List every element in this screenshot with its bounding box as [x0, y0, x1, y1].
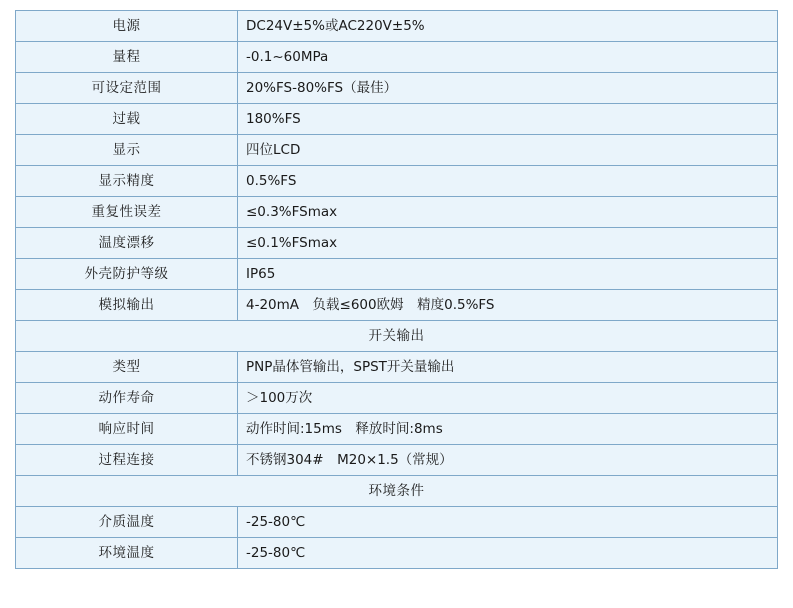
table-row: [16, 352, 778, 383]
section-header: 环境条件: [16, 476, 778, 507]
row-label: 介质温度: [16, 507, 238, 538]
table-body: [16, 11, 778, 569]
section-header: 开关输出: [16, 321, 778, 352]
row-label: 响应时间: [16, 414, 238, 445]
row-value: 180%FS: [238, 104, 778, 135]
row-label: 温度漂移: [16, 228, 238, 259]
row-value: ≤0.1%FSmax: [238, 228, 778, 259]
table-section-row: [16, 321, 778, 352]
table-row: [16, 166, 778, 197]
row-label: 环境温度: [16, 538, 238, 569]
row-label: 外壳防护等级: [16, 259, 238, 290]
row-value: 20%FS-80%FS（最佳）: [238, 73, 778, 104]
row-label: 量程: [16, 42, 238, 73]
row-value: IP65: [238, 259, 778, 290]
row-label: 过载: [16, 104, 238, 135]
spec-sheet: [15, 10, 778, 569]
row-label: 显示: [16, 135, 238, 166]
row-value: -25-80℃: [238, 507, 778, 538]
specification-table: [15, 10, 778, 569]
table-row: [16, 445, 778, 476]
row-label: 电源: [16, 11, 238, 42]
row-label: 可设定范围: [16, 73, 238, 104]
table-row: [16, 290, 778, 321]
row-value: ＞100万次: [238, 383, 778, 414]
row-value: PNP晶体管输出，SPST开关量输出: [238, 352, 778, 383]
table-row: [16, 11, 778, 42]
row-value: 动作时间:15ms 释放时间:8ms: [238, 414, 778, 445]
row-label: 模拟输出: [16, 290, 238, 321]
row-value: 不锈钢304# M20×1.5（常规）: [238, 445, 778, 476]
row-label: 显示精度: [16, 166, 238, 197]
table-row: [16, 135, 778, 166]
row-value: 4-20mA 负载≤600欧姆 精度0.5%FS: [238, 290, 778, 321]
table-section-row: [16, 476, 778, 507]
table-row: [16, 197, 778, 228]
row-label: 重复性误差: [16, 197, 238, 228]
row-label: 动作寿命: [16, 383, 238, 414]
row-value: ≤0.3%FSmax: [238, 197, 778, 228]
table-row: [16, 507, 778, 538]
table-row: [16, 538, 778, 569]
table-row: [16, 228, 778, 259]
row-value: DC24V±5%或AC220V±5%: [238, 11, 778, 42]
table-row: [16, 104, 778, 135]
table-row: [16, 42, 778, 73]
table-row: [16, 383, 778, 414]
row-value: -0.1~60MPa: [238, 42, 778, 73]
row-label: 过程连接: [16, 445, 238, 476]
row-value: -25-80℃: [238, 538, 778, 569]
row-value: 四位LCD: [238, 135, 778, 166]
table-row: [16, 414, 778, 445]
table-row: [16, 73, 778, 104]
row-label: 类型: [16, 352, 238, 383]
table-row: [16, 259, 778, 290]
row-value: 0.5%FS: [238, 166, 778, 197]
